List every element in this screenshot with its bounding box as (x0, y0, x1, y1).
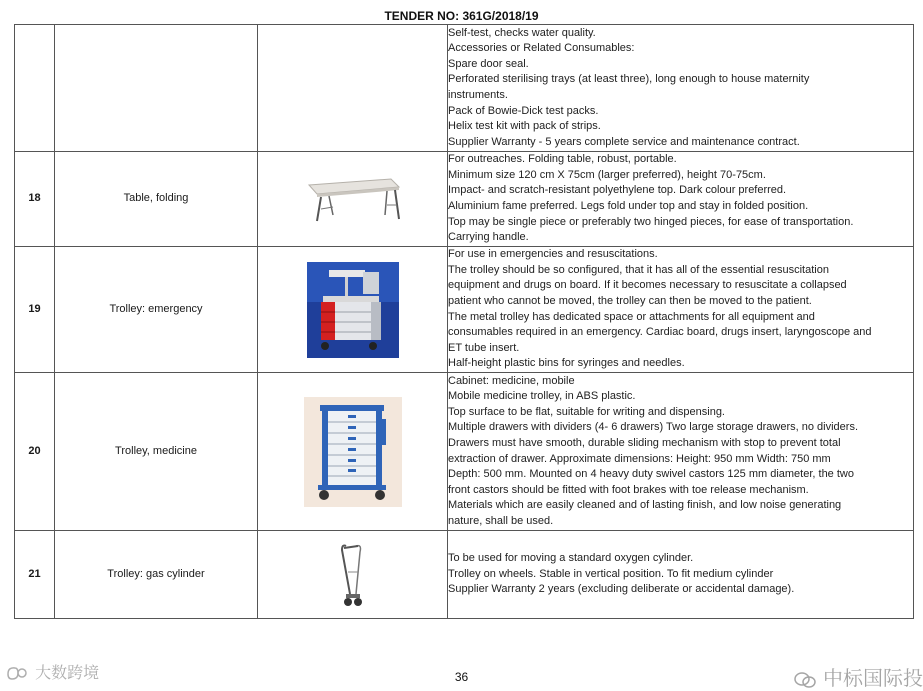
description-line: Spare door seal. (448, 57, 529, 70)
description-line: Pack of Bowie-Dick test packs. (448, 104, 599, 117)
watermark-left-text: 大数跨境 (35, 663, 100, 682)
folding-table-image (303, 171, 403, 227)
item-description-cell (448, 152, 914, 247)
watermark-left (6, 660, 99, 683)
description-line: For use in emergencies and resuscitations. (448, 248, 658, 261)
description-line: Supplier Warranty 2 years (excluding deliberate or accidental damage). (448, 583, 795, 596)
medicine-trolley-image (304, 397, 402, 507)
item-number-cell: 21 (15, 531, 55, 619)
description-line: consumables required in an emergency. Cardiac board, drugs insert, laryngoscope and (448, 326, 872, 339)
gas-cylinder-trolley-image (336, 542, 370, 608)
item-name-cell: Table, folding (55, 152, 258, 247)
item-description-cell (448, 531, 914, 619)
item-description-cell (448, 373, 914, 531)
item-description-cell (448, 247, 914, 373)
table-row (15, 531, 914, 619)
item-picture-cell (258, 373, 448, 531)
watermark-logo-icon (6, 665, 30, 683)
table-row (15, 247, 914, 373)
item-number-cell: 19 (15, 247, 55, 373)
description-line: Aluminium fame preferred. Legs fold under top and stay in folded position. (448, 200, 809, 212)
description-line: Top may be single piece or preferably two hinged pieces, for ease of transportation. (448, 215, 854, 228)
description-line: nature, shall be used. (448, 514, 554, 527)
page-header-title: TENDER NO: 361G/2018/19 (384, 9, 539, 23)
description-line: To be used for moving a standard oxygen cylinder. (448, 552, 694, 565)
description-line: Multiple drawers with dividers (4- 6 drawers) Two large storage drawers, no dividers. (448, 421, 859, 434)
description-line: Top surface to be flat, suitable for writing and dispensing. (448, 405, 725, 418)
table-row (15, 373, 914, 531)
watermark-right (793, 662, 923, 691)
description-line: extraction of drawer. Approximate dimensions: Height: 950 mm Width: 750 mm (448, 452, 831, 465)
description-line: Trolley on wheels. Stable in vertical position. To fit medium cylinder (448, 567, 774, 580)
description-line: patient who cannot be moved, the trolley can then be moved to the patient. (448, 294, 812, 307)
description-line: Perforated sterilising trays (at least three), long enough to house maternity (448, 73, 810, 86)
description-line: For outreaches. Folding table, robust, portable. (448, 153, 677, 166)
description-line: Accessories or Related Consumables: (448, 42, 635, 55)
description-line: Half-height plastic bins for syringes and needles. (448, 357, 685, 370)
description-line: Materials which are easily cleaned and of lasting finish, and low noise generating (448, 499, 842, 512)
description-line: Self-test, checks water quality. (448, 26, 596, 39)
description-line: The trolley should be so configured, that it has all of the essential resuscitation (448, 263, 829, 276)
item-number-cell (15, 25, 55, 152)
description-line: ET tube insert. (448, 341, 520, 354)
description-line: front castors should be fitted with foot brakes with toe release mechanism. (448, 483, 809, 496)
description-line: equipment and drugs on board. If it becomes necessary to resuscitate a collapsed (448, 279, 847, 292)
description-line: instruments. (448, 89, 508, 101)
item-picture-cell (258, 531, 448, 619)
description-line: Impact- and scratch-resistant polyethylene top. Dark colour preferred. (448, 184, 787, 197)
page-number: 36 (454, 670, 469, 684)
wechat-icon (793, 671, 817, 689)
description-line: Supplier Warranty - 5 years complete service and maintenance contract. (448, 135, 800, 148)
item-picture-cell (258, 25, 448, 152)
description-line: Helix test kit with pack of strips. (448, 120, 601, 133)
description-line: Depth: 500 mm. Mounted on 4 heavy duty swivel castors 125 mm diameter, the two (448, 468, 854, 481)
item-name-cell: Trolley, medicine (55, 373, 258, 531)
description-line: Carrying handle. (448, 231, 529, 244)
item-picture-cell (258, 152, 448, 247)
watermark-right-text: 中标国际投 (823, 666, 923, 690)
item-name-cell: Trolley: gas cylinder (55, 531, 258, 619)
table-row (15, 152, 914, 247)
item-name-cell: Trolley: emergency (55, 247, 258, 373)
description-line: Drawers must have smooth, durable sliding mechanism with stop to prevent total (448, 436, 841, 449)
item-number-cell: 18 (15, 152, 55, 247)
description-line: Cabinet: medicine, mobile (448, 374, 575, 387)
spec-table (14, 24, 914, 619)
item-picture-cell (258, 247, 448, 373)
table-row (15, 25, 914, 152)
item-name-cell (55, 25, 258, 152)
description-line: The metal trolley has dedicated space or attachments for all equipment and (448, 310, 815, 323)
emergency-trolley-image (307, 262, 399, 358)
description-line: Minimum size 120 cm X 75cm (larger preferred), height 70-75cm. (448, 168, 766, 181)
item-number-cell: 20 (15, 373, 55, 531)
item-description-cell (448, 25, 914, 152)
description-line: Mobile medicine trolley, in ABS plastic. (448, 390, 636, 403)
